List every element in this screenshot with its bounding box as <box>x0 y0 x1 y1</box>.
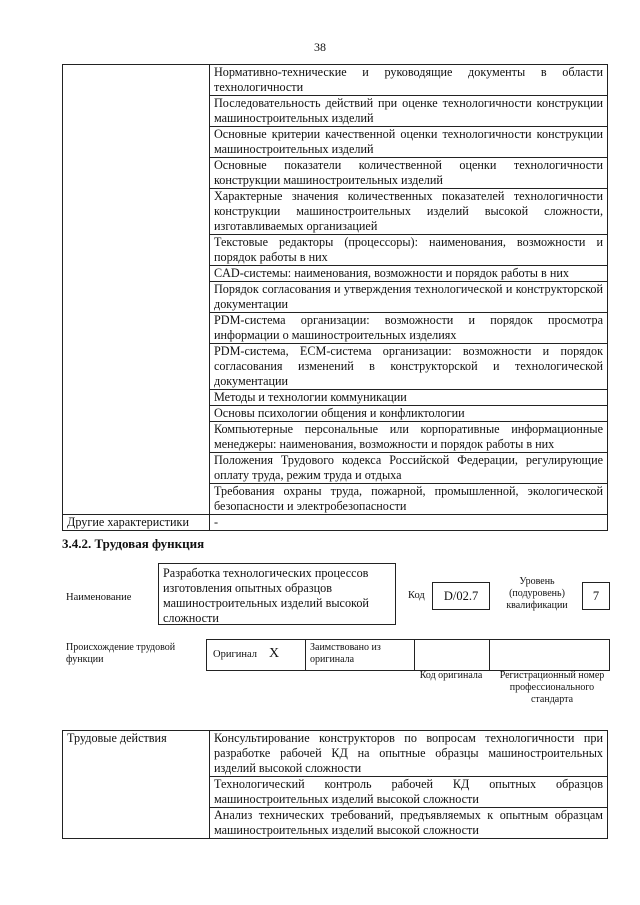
knowledge-item: Характерные значения количественных показателей технологичности конструкции машиностроительных изделий высокой сложности, изготавливаемых организацией <box>210 189 608 235</box>
labor-actions-label: Трудовые действия <box>63 731 210 839</box>
level-value-box <box>582 582 610 610</box>
knowledge-item: Компьютерные персональные или корпоративные информационные менеджеры: наименования, возможности и порядок работы в них <box>210 422 608 453</box>
original-cell <box>206 639 306 671</box>
labor-action-item: Консультирование конструкторов по вопросам технологичности при разработке рабочей КД на опытные образцы машиностроительных изделий высокой сложности <box>210 731 608 777</box>
page-number: 38 <box>314 40 326 54</box>
knowledge-item: Основы психологии общения и конфликтологии <box>210 406 608 422</box>
code-value-box <box>432 582 490 610</box>
other-characteristics-label: Другие характеристики <box>63 515 210 531</box>
labor-action-item: Анализ технических требований, предъявляемых к опытным образцам машиностроительных изделий высокой сложности <box>210 808 608 839</box>
knowledge-item: Текстовые редакторы (процессоры): наименования, возможности и порядок работы в них <box>210 235 608 266</box>
knowledge-item: PDM-система организации: возможности и порядок просмотра информации о машиностроительных изделиях <box>210 313 608 344</box>
knowledge-item: Нормативно-технические и руководящие документы в области технологичности <box>210 65 608 96</box>
reg-number-label: Регистрационный номер профессионального стандарта <box>499 670 605 705</box>
knowledge-table <box>62 64 608 531</box>
labor-action-item: Технологический контроль рабочей КД опытных образцов машиностроительных изделий высокой сложности <box>210 777 608 808</box>
knowledge-item: Порядок согласования и утверждения технологической и конструкторской документации <box>210 282 608 313</box>
borrowed-label: Заимствовано из оригинала <box>310 642 381 665</box>
left-empty-cell <box>63 65 210 515</box>
section-title: 3.4.2. Трудовая функция <box>62 536 205 551</box>
level-value: 7 <box>592 589 600 603</box>
reg-number-cell <box>489 639 610 671</box>
knowledge-item: CAD-системы: наименования, возможности и порядок работы в них <box>210 266 608 282</box>
original-mark: X <box>269 646 280 661</box>
labor-actions-table <box>62 730 608 839</box>
origin-label: Происхождение трудовой функции <box>66 642 176 665</box>
level-label: Уровень (подуровень) квалификации <box>506 576 568 611</box>
code-label: Код <box>408 590 425 601</box>
knowledge-item: PDM-система, ECM-система организации: возможности и порядок согласования изменений в конструкторской и технологической документации <box>210 344 608 390</box>
table-row <box>63 65 608 96</box>
knowledge-item: Положения Трудового кодекса Российской Федерации, регулирующие оплату труда, режим труда и отдыха <box>210 453 608 484</box>
knowledge-item: Методы и технологии коммуникации <box>210 390 608 406</box>
code-value: D/02.7 <box>443 589 479 603</box>
name-label: Наименование <box>66 592 132 603</box>
borrowed-cell <box>305 639 415 671</box>
knowledge-item: Основные показатели количественной оценки технологичности конструкции машиностроительных изделий <box>210 158 608 189</box>
code-original-cell <box>414 639 490 671</box>
knowledge-item: Требования охраны труда, пожарной, промышленной, экологической безопасности и электробезопасности <box>210 484 608 515</box>
original-label: Оригинал <box>213 649 257 660</box>
function-name-value: Разработка технологических процессов изготовления опытных образцов машиностроительных изделий высокой сложности <box>163 566 369 625</box>
table-row <box>63 731 608 777</box>
knowledge-item: Последовательность действий при оценке технологичности конструкции машиностроительных изделий <box>210 96 608 127</box>
knowledge-item: Основные критерии качественной оценки технологичности конструкции машиностроительных изделий <box>210 127 608 158</box>
function-name-box <box>158 563 396 625</box>
table-row <box>63 515 608 531</box>
other-characteristics-value: - <box>210 515 608 531</box>
code-original-label: Код оригинала <box>419 670 483 681</box>
